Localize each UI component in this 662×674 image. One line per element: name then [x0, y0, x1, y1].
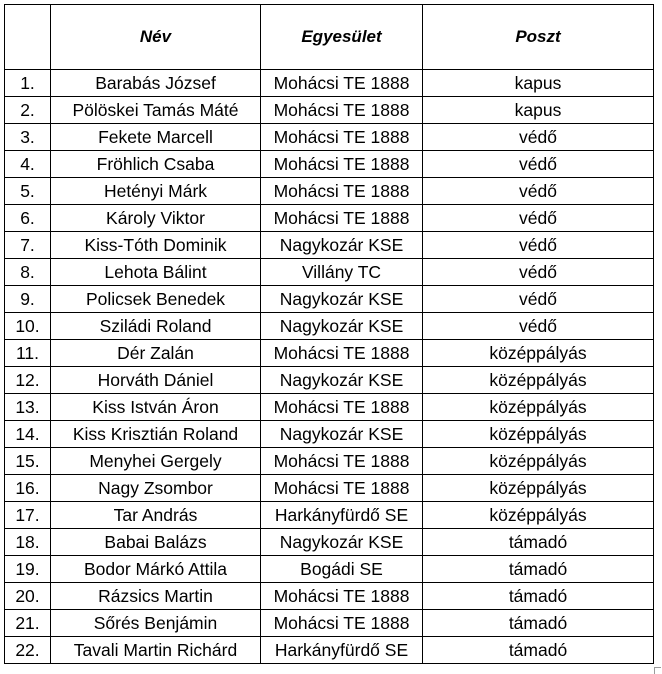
- table-row: [5, 529, 654, 556]
- row-number: 19.: [5, 556, 51, 583]
- club-name: Mohácsi TE 1888: [261, 151, 423, 178]
- table-row: [5, 124, 654, 151]
- player-name: Kiss István Áron: [51, 394, 261, 421]
- row-number: 7.: [5, 232, 51, 259]
- player-position: középpályás: [423, 475, 654, 502]
- club-name: Mohácsi TE 1888: [261, 448, 423, 475]
- club-name: Bogádi SE: [261, 556, 423, 583]
- player-name: Nagy Zsombor: [51, 475, 261, 502]
- club-name: Harkányfürdő SE: [261, 502, 423, 529]
- player-position: támadó: [423, 556, 654, 583]
- header-club: Egyesület: [261, 5, 423, 70]
- player-name: Sziládi Roland: [51, 313, 261, 340]
- header-name: Név: [51, 5, 261, 70]
- player-position: védő: [423, 205, 654, 232]
- table-body: [5, 70, 654, 664]
- club-name: Villány TC: [261, 259, 423, 286]
- player-name: Menyhei Gergely: [51, 448, 261, 475]
- row-number: 8.: [5, 259, 51, 286]
- row-number: 9.: [5, 286, 51, 313]
- table-row: [5, 502, 654, 529]
- club-name: Nagykozár KSE: [261, 286, 423, 313]
- table-header: [5, 5, 654, 70]
- player-position: védő: [423, 124, 654, 151]
- row-number: 12.: [5, 367, 51, 394]
- player-name: Babai Balázs: [51, 529, 261, 556]
- club-name: Nagykozár KSE: [261, 529, 423, 556]
- player-position: védő: [423, 286, 654, 313]
- club-name: Mohácsi TE 1888: [261, 124, 423, 151]
- club-name: Harkányfürdő SE: [261, 637, 423, 664]
- row-number: 13.: [5, 394, 51, 421]
- roster-table: [4, 4, 654, 664]
- row-number: 22.: [5, 637, 51, 664]
- table-row: [5, 340, 654, 367]
- row-number: 14.: [5, 421, 51, 448]
- club-name: Mohácsi TE 1888: [261, 394, 423, 421]
- row-number: 21.: [5, 610, 51, 637]
- player-name: Dér Zalán: [51, 340, 261, 367]
- player-position: középpályás: [423, 421, 654, 448]
- club-name: Mohácsi TE 1888: [261, 205, 423, 232]
- player-position: védő: [423, 151, 654, 178]
- player-name: Károly Viktor: [51, 205, 261, 232]
- table-row: [5, 475, 654, 502]
- table-row: [5, 421, 654, 448]
- player-position: támadó: [423, 583, 654, 610]
- row-number: 20.: [5, 583, 51, 610]
- club-name: Nagykozár KSE: [261, 421, 423, 448]
- table-row: [5, 448, 654, 475]
- player-position: kapus: [423, 70, 654, 97]
- player-name: Kiss Krisztián Roland: [51, 421, 261, 448]
- club-name: Mohácsi TE 1888: [261, 610, 423, 637]
- row-number: 11.: [5, 340, 51, 367]
- table-row: [5, 556, 654, 583]
- player-name: Sőrés Benjámin: [51, 610, 261, 637]
- club-name: Nagykozár KSE: [261, 367, 423, 394]
- table-row: [5, 178, 654, 205]
- player-position: támadó: [423, 610, 654, 637]
- player-position: kapus: [423, 97, 654, 124]
- player-position: támadó: [423, 637, 654, 664]
- row-number: 2.: [5, 97, 51, 124]
- header-position: Poszt: [423, 5, 654, 70]
- player-name: Bodor Márkó Attila: [51, 556, 261, 583]
- row-number: 3.: [5, 124, 51, 151]
- club-name: Mohácsi TE 1888: [261, 70, 423, 97]
- table-row: [5, 367, 654, 394]
- header-row: [5, 5, 654, 70]
- row-number: 18.: [5, 529, 51, 556]
- player-name: Tavali Martin Richárd: [51, 637, 261, 664]
- player-position: támadó: [423, 529, 654, 556]
- table-row: [5, 70, 654, 97]
- club-name: Mohácsi TE 1888: [261, 178, 423, 205]
- table-row: [5, 259, 654, 286]
- club-name: Mohácsi TE 1888: [261, 340, 423, 367]
- table-row: [5, 205, 654, 232]
- player-name: Fröhlich Csaba: [51, 151, 261, 178]
- club-name: Mohácsi TE 1888: [261, 475, 423, 502]
- player-position: védő: [423, 313, 654, 340]
- player-name: Barabás József: [51, 70, 261, 97]
- player-position: védő: [423, 178, 654, 205]
- table-row: [5, 637, 654, 664]
- row-number: 16.: [5, 475, 51, 502]
- table-row: [5, 151, 654, 178]
- player-name: Lehota Bálint: [51, 259, 261, 286]
- row-number: 1.: [5, 70, 51, 97]
- table-row: [5, 583, 654, 610]
- table-row: [5, 232, 654, 259]
- table-row: [5, 610, 654, 637]
- player-name: Pölöskei Tamás Máté: [51, 97, 261, 124]
- club-name: Nagykozár KSE: [261, 232, 423, 259]
- player-position: védő: [423, 232, 654, 259]
- player-name: Tar András: [51, 502, 261, 529]
- table-row: [5, 97, 654, 124]
- player-position: középpályás: [423, 394, 654, 421]
- row-number: 4.: [5, 151, 51, 178]
- row-number: 5.: [5, 178, 51, 205]
- header-number: [5, 5, 51, 70]
- player-position: védő: [423, 259, 654, 286]
- player-position: középpályás: [423, 340, 654, 367]
- player-name: Policsek Benedek: [51, 286, 261, 313]
- row-number: 6.: [5, 205, 51, 232]
- row-number: 10.: [5, 313, 51, 340]
- player-name: Fekete Marcell: [51, 124, 261, 151]
- player-position: középpályás: [423, 448, 654, 475]
- row-number: 15.: [5, 448, 51, 475]
- player-name: Horváth Dániel: [51, 367, 261, 394]
- table-row: [5, 313, 654, 340]
- table-row: [5, 394, 654, 421]
- player-position: középpályás: [423, 502, 654, 529]
- player-name: Kiss-Tóth Dominik: [51, 232, 261, 259]
- club-name: Mohácsi TE 1888: [261, 583, 423, 610]
- player-position: középpályás: [423, 367, 654, 394]
- club-name: Nagykozár KSE: [261, 313, 423, 340]
- player-name: Hetényi Márk: [51, 178, 261, 205]
- table-row: [5, 286, 654, 313]
- player-name: Rázsics Martin: [51, 583, 261, 610]
- club-name: Mohácsi TE 1888: [261, 97, 423, 124]
- row-number: 17.: [5, 502, 51, 529]
